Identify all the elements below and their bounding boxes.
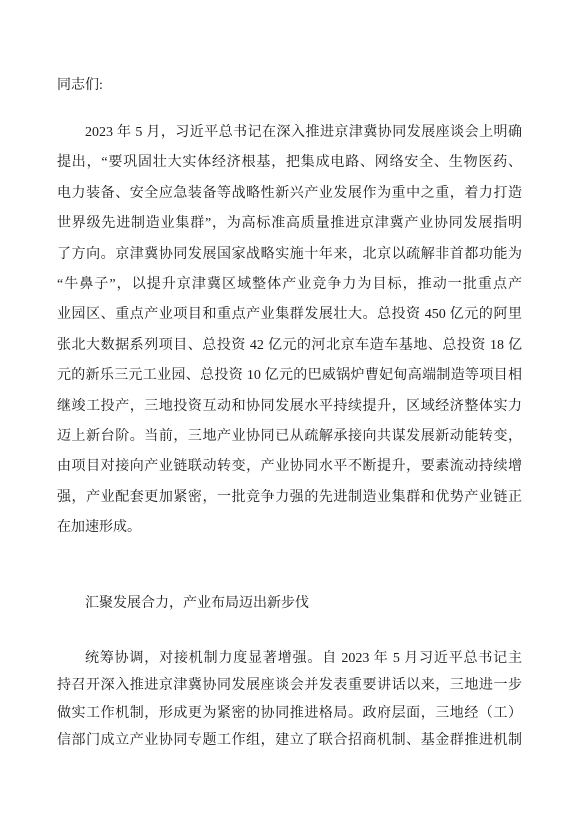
paragraph-line: 张北大数据系列项目、总投资 42 亿元的河北京车造车基地、总投资 18 亿 [57,337,522,353]
paragraph-line: 元的新乐三元工业园、总投资 10 亿元的巴威锅炉曹妃甸高端制造等项目相 [57,368,522,384]
paragraph-line: 统筹协调，对接机制力度显著增强。自 2023 年 5 月习近平总书记主 [85,651,522,666]
paragraph-line: 做实工作机制，形成更为紧密的协同推进格局。政府层面，三地经（工） [57,705,522,721]
paragraph-1 [57,118,522,543]
paragraph-line: 业园区、重点产业项目和重点产业集群发展壮大。总投资 450 亿元的阿里 [57,307,522,323]
paragraph-line: 持召开深入推进京津冀协同发展座谈会并发表重要讲话以来，三地进一步 [57,678,522,694]
paragraph-line: 继竣工投产，三地投资互动和协同发展水平持续提升，区域经济整体实力 [57,398,522,414]
paragraph-line: 由项目对接向产业链联动转变，产业协同水平不断提升，要素流动持续增 [57,459,522,475]
paragraph-line: 迈上新台阶。当前，三地产业协同已从疏解承接向共谋发展新动能转变， [57,428,522,444]
paragraph-line: 提出，“要巩固壮大实体经济根基，把集成电路、网络安全、生物医药、 [57,155,522,171]
section-heading: 汇聚发展合力，产业布局迈出新步伐 [85,596,309,611]
paragraph-2 [57,645,522,755]
paragraph-line: 2023 年 5 月，习近平总书记在深入推进京津冀协同发展座谈会上明确 [85,125,522,140]
paragraph-line: 世界级先进制造业集群”，为高标准高质量推进京津冀产业协同发展指明 [57,216,522,232]
paragraph-line: 了方向。京津冀协同发展国家战略实施十年来，北京以疏解非首都功能为 [57,246,522,262]
paragraph-line: 强，产业配套更加紧密，一批竞争力强的先进制造业集群和优势产业链正 [57,489,522,505]
salutation: 同志们: [57,78,103,93]
paragraph-line: 在加速形成。 [57,520,141,536]
paragraph-line: “牛鼻子”，以提升京津冀区域整体产业竞争力为目标，推动一批重点产 [57,276,522,292]
paragraph-line: 信部门成立产业协同专题工作组，建立了联合招商机制、基金群推进机制 [57,733,522,749]
paragraph-line: 电力装备、安全应急装备等战略性新兴产业发展作为重中之重，着力打造 [57,185,522,201]
